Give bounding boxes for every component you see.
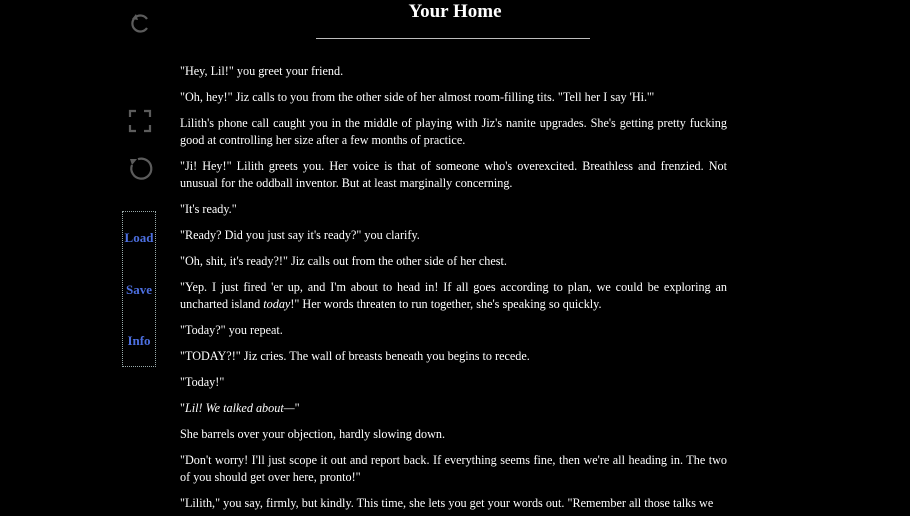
page-title: Your Home xyxy=(408,1,502,22)
story-text-span: " xyxy=(180,401,185,415)
story-paragraph: "Today?" you repeat. xyxy=(180,323,283,337)
restart-icon[interactable] xyxy=(127,156,153,182)
info-link[interactable]: Info xyxy=(127,333,151,348)
story-text-span: "Yep. I just fired 'er up, and I'm about to head in! If all goes according to plan, we could be exploring an uncharted island xyxy=(180,280,727,311)
story-paragraph: "It's ready." xyxy=(180,202,237,216)
story-paragraph: "Oh, hey!" Jiz calls to you from the other side of her almost room-filling tits. "Tell her I say 'Hi.'" xyxy=(180,90,655,104)
load-link[interactable]: Load xyxy=(124,230,154,245)
story-paragraph: Lilith's phone call caught you in the middle of playing with Jiz's nanite upgrades. She's getting pretty fucking good at controlling her size after a few months of practice. xyxy=(180,116,727,147)
story-paragraph: "TODAY?!" Jiz cries. The wall of breasts beneath you begins to recede. xyxy=(180,349,530,363)
story-paragraph: "Ready? Did you just say it's ready?" you clarify. xyxy=(180,228,420,242)
passage-header xyxy=(0,0,910,23)
story-text-span: " xyxy=(294,401,300,415)
story-paragraph: "Today!" xyxy=(180,375,225,389)
story-text-span: !" Her words threaten to run together, she's speaking so quickly. xyxy=(290,297,602,311)
story-paragraph: "Oh, shit, it's ready?!" Jiz calls out from the other side of her chest. xyxy=(180,254,507,268)
story-paragraph: She barrels over your objection, hardly slowing down. xyxy=(180,427,446,441)
story-paragraph: "Ji! Hey!" Lilith greets you. Her voice is that of someone who's overexcited. Breathless and frenzied. Not unusual for the oddball inventor. But at least marginally concerning. xyxy=(180,159,727,190)
story-emphasis: Lil! We talked about— xyxy=(184,401,295,415)
title-divider xyxy=(316,38,590,39)
story-paragraph: "Don't worry! I'll just scope it out and report back. If everything seems fine, then we're all heading in. The two of you should get over here, pronto!" xyxy=(180,453,727,484)
sidebar xyxy=(118,0,162,516)
story-paragraph: "Hey, Lil!" you greet your friend. xyxy=(180,64,344,78)
fullscreen-icon[interactable] xyxy=(127,108,153,134)
save-link[interactable]: Save xyxy=(126,282,152,297)
story-emphasis: today xyxy=(263,297,291,311)
story-paragraph: "Lilith," you say, firmly, but kindly. This time, she lets you get your words out. "Remember all those talks we xyxy=(180,496,714,510)
story-text xyxy=(180,63,727,516)
menu-box xyxy=(122,211,156,367)
story-paragraph xyxy=(180,279,727,313)
story-paragraph xyxy=(180,400,727,417)
